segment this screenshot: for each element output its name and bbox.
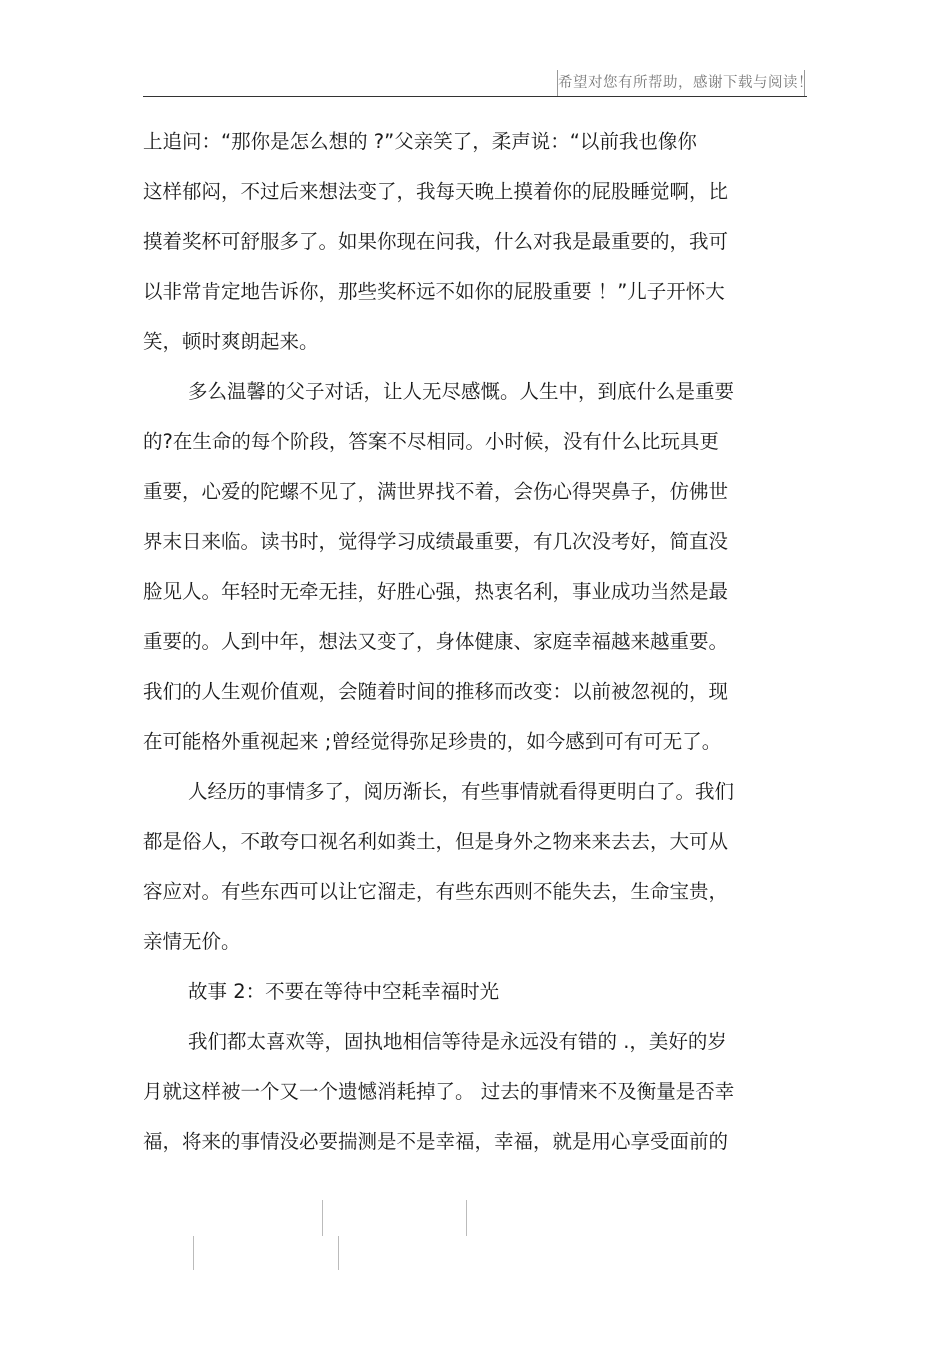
scan-mark [322, 1200, 323, 1236]
text-line-9: 界末日来临。读书时，觉得学习成绩最重要，有几次没考好，简直没 [143, 530, 729, 553]
text-line-11: 重要的。人到中年，想法又变了，身体健康、家庭幸福越来越重要。 [143, 630, 729, 653]
text-line-15: 都是俗人，不敢夸口视名利如粪土，但是身外之物来来去去，大可从 [143, 830, 729, 853]
text-line-21: 福，将来的事情没必要揣测是不是幸福，幸福，就是用心享受面前的 [143, 1130, 729, 1153]
section-heading: 故事 2：不要在等待中空耗幸福时光 [188, 980, 500, 1003]
text-line-2: 这样郁闷，不过后来想法变了，我每天晚上摸着你的屁股睡觉啊，比 [143, 180, 729, 203]
document-body [143, 117, 807, 1167]
text-line-20: 月就这样被一个又一个遗憾消耗掉了。 过去的事情来不及衡量是否幸 [143, 1080, 735, 1103]
text-line-7: 的?在生命的每个阶段，答案不尽相同。小时候，没有什么比玩具更 [143, 430, 719, 453]
text-line-8: 重要，心爱的陀螺不见了，满世界找不着，会伤心得哭鼻子，仿佛世 [143, 480, 729, 503]
header-rule [143, 96, 807, 97]
header-banner: 希望对您有所帮助，感谢下载与阅读！ [557, 70, 805, 96]
text-line-10: 脸见人。年轻时无牵无挂，好胜心强，热衷名利，事业成功当然是最 [143, 580, 729, 603]
text-line-19: 我们都太喜欢等，固执地相信等待是永远没有错的 .，美好的岁 [188, 1030, 727, 1053]
text-line-4: 以非常肯定地告诉你，那些奖杯远不如你的屁股重要 ！”儿子开怀大 [143, 280, 725, 303]
text-line-17: 亲情无价。 [143, 930, 241, 953]
text-line-3: 摸着奖杯可舒服多了。如果你现在问我，什么对我是最重要的，我可 [143, 230, 729, 253]
scan-mark [193, 1236, 194, 1270]
text-line-13: 在可能格外重视起来 ;曾经觉得弥足珍贵的，如今感到可有可无了。 [143, 730, 722, 753]
text-line-14: 人经历的事情多了，阅历渐长，有些事情就看得更明白了。我们 [188, 780, 735, 803]
text-line-12: 我们的人生观价值观，会随着时间的推移而改变：以前被忽视的，现 [143, 680, 729, 703]
text-line-6: 多么温馨的父子对话，让人无尽感慨。人生中，到底什么是重要 [188, 380, 735, 403]
text-line-1: 上追问：“那你是怎么想的 ?”父亲笑了，柔声说：“以前我也像你 [143, 130, 697, 153]
text-line-5: 笑，顿时爽朗起来。 [143, 330, 319, 353]
scan-mark [466, 1200, 467, 1236]
scan-mark [338, 1236, 339, 1270]
text-line-16: 容应对。有些东西可以让它溜走，有些东西则不能失去，生命宝贵， [143, 880, 729, 903]
